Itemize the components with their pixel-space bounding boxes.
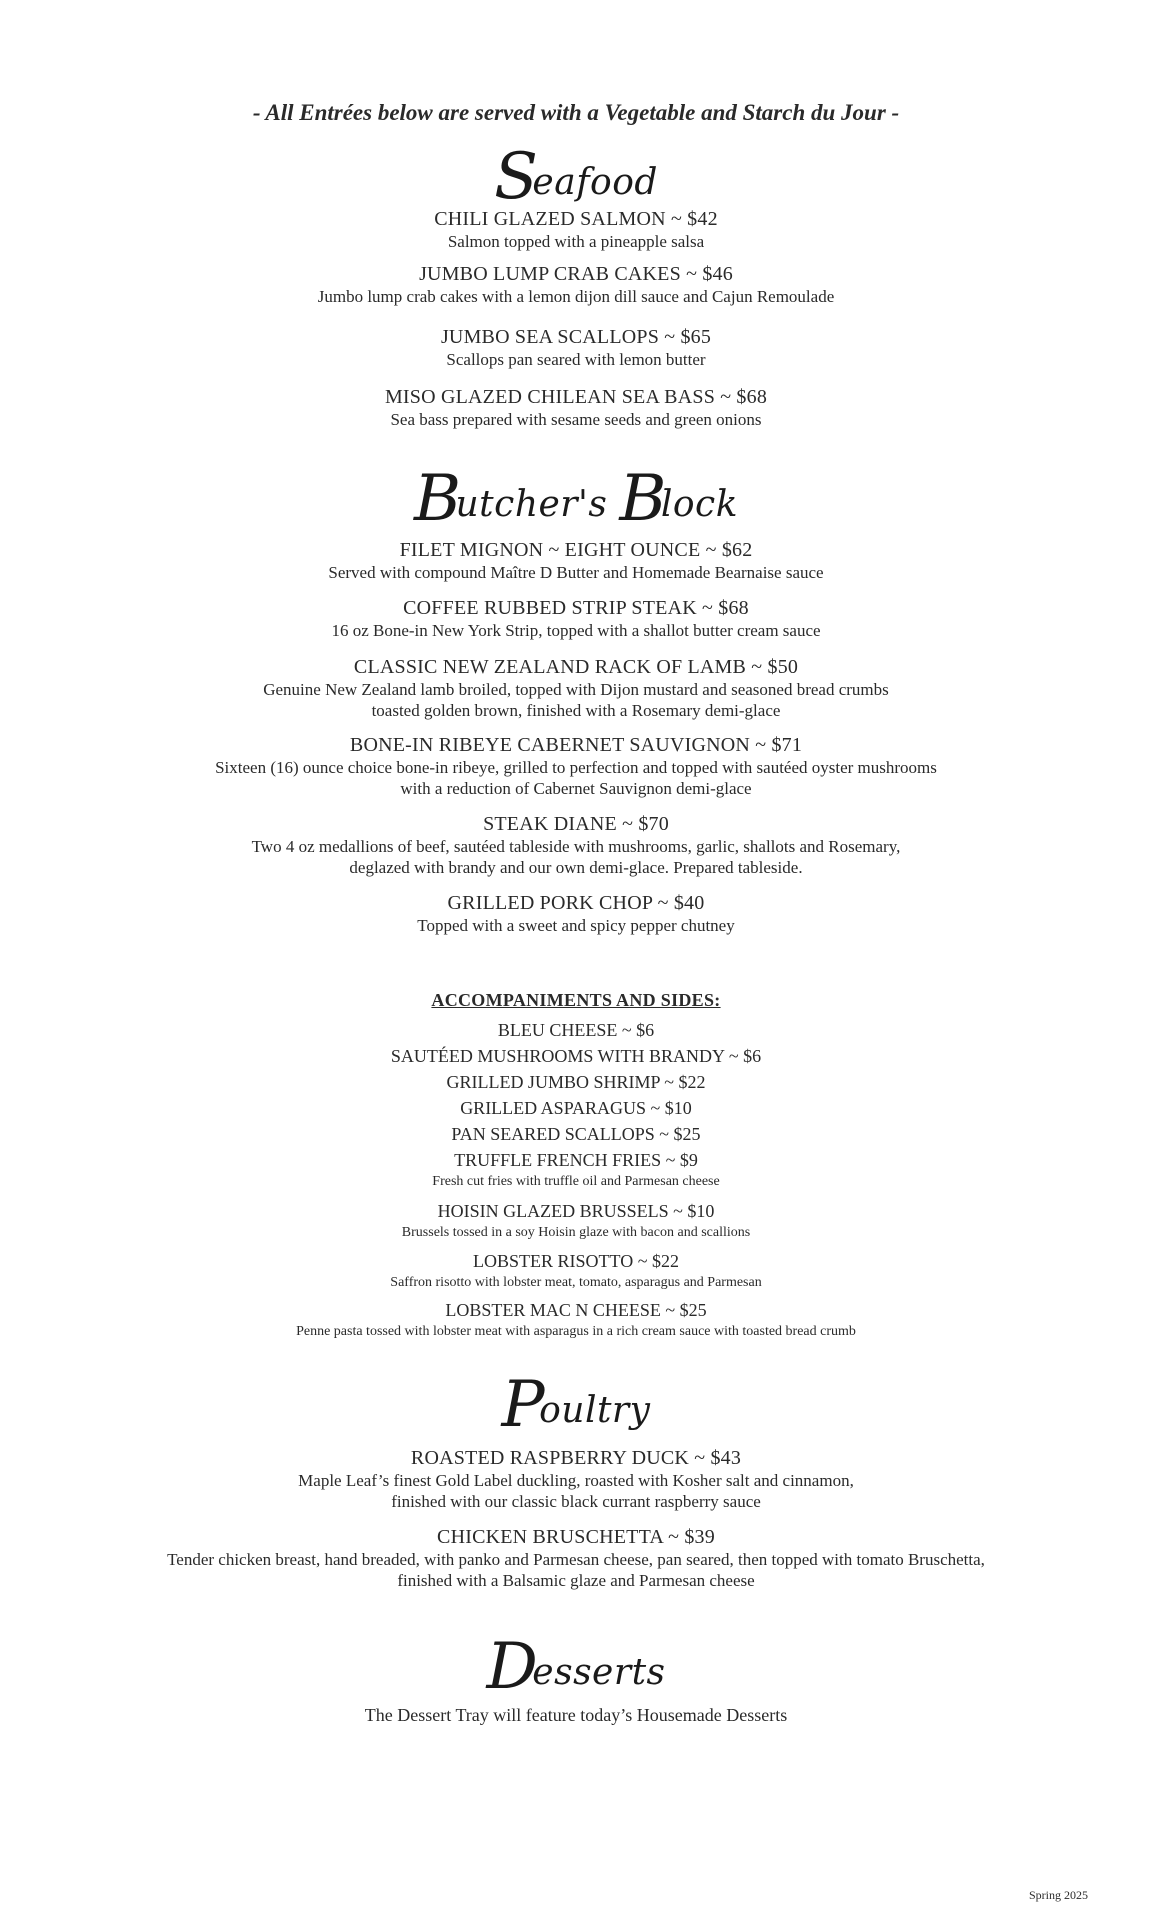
item-desc: Sixteen (16) ounce choice bone-in ribeye, grilled to perfection and topped with sautéed oyster mushrooms bbox=[215, 758, 937, 777]
title-initial: D bbox=[486, 1630, 539, 1704]
title-initial: S bbox=[494, 140, 539, 214]
side-name: TRUFFLE FRENCH FRIES ~ $9 bbox=[454, 1150, 698, 1170]
title-rest: esserts bbox=[532, 1652, 666, 1693]
side-item bbox=[0, 1198, 1152, 1242]
item-name: CLASSIC NEW ZEALAND RACK OF LAMB ~ $50 bbox=[353, 656, 799, 678]
item-name: STEAK DIANE ~ $70 bbox=[483, 813, 669, 835]
intro-note: - All Entrées below are served with a Vegetable and Starch du Jour - bbox=[252, 100, 900, 125]
title-initial: P bbox=[501, 1368, 546, 1442]
item-desc: Served with compound Maître D Butter and Homemade Bearnaise sauce bbox=[328, 563, 824, 582]
sides-header: ACCOMPANIMENTS AND SIDES: bbox=[431, 990, 721, 1010]
side-name: BLEU CHEESE ~ $6 bbox=[497, 1020, 655, 1040]
side-name: GRILLED ASPARAGUS ~ $10 bbox=[460, 1098, 692, 1118]
side-name: HOISIN GLAZED BRUSSELS ~ $10 bbox=[437, 1201, 715, 1221]
section-title-butchers-block bbox=[0, 462, 1152, 536]
menu-item bbox=[0, 733, 1152, 799]
section-title-seafood bbox=[0, 140, 1152, 214]
item-desc: Salmon topped with a pineapple salsa bbox=[447, 232, 705, 251]
item-desc: Sea bass prepared with sesame seeds and green onions bbox=[390, 410, 762, 429]
title-initial: B bbox=[619, 462, 667, 536]
item-desc: finished with our classic black currant raspberry sauce bbox=[391, 1492, 761, 1511]
side-item bbox=[0, 1248, 1152, 1292]
item-desc: with a reduction of Cabernet Sauvignon demi-glace bbox=[400, 779, 752, 798]
side-desc: Fresh cut fries with truffle oil and Parmesan cheese bbox=[432, 1174, 720, 1189]
side-item bbox=[0, 1147, 1152, 1191]
section-title-desserts bbox=[0, 1630, 1152, 1704]
menu-item bbox=[0, 385, 1152, 430]
menu-item bbox=[0, 655, 1152, 721]
item-name: CHILI GLAZED SALMON ~ $42 bbox=[434, 208, 718, 230]
item-name: ROASTED RASPBERRY DUCK ~ $43 bbox=[410, 1447, 742, 1469]
item-name: CHICKEN BRUSCHETTA ~ $39 bbox=[437, 1526, 715, 1548]
item-name: GRILLED PORK CHOP ~ $40 bbox=[447, 892, 705, 914]
item-name: FILET MIGNON ~ EIGHT OUNCE ~ $62 bbox=[399, 539, 753, 561]
item-desc: Topped with a sweet and spicy pepper chutney bbox=[417, 916, 735, 935]
menu-item bbox=[0, 812, 1152, 878]
item-desc: Two 4 oz medallions of beef, sautéed tableside with mushrooms, garlic, shallots and Rosemary, bbox=[251, 837, 901, 856]
side-item bbox=[0, 1121, 1152, 1147]
menu-item bbox=[0, 325, 1152, 370]
item-desc: Tender chicken breast, hand breaded, with panko and Parmesan cheese, pan seared, then topped with tomato Bruschetta, bbox=[167, 1550, 985, 1569]
item-desc: Maple Leaf’s finest Gold Label duckling, roasted with Kosher salt and cinnamon, bbox=[298, 1471, 854, 1490]
menu-item bbox=[0, 262, 1152, 307]
item-name: JUMBO LUMP CRAB CAKES ~ $46 bbox=[419, 263, 733, 285]
item-desc: The Dessert Tray will feature today’s Housemade Desserts bbox=[364, 1705, 788, 1725]
item-desc: finished with a Balsamic glaze and Parmesan cheese bbox=[397, 1571, 755, 1590]
title-initial: B bbox=[413, 462, 462, 536]
side-item bbox=[0, 1095, 1152, 1121]
side-name: GRILLED JUMBO SHRIMP ~ $22 bbox=[446, 1072, 706, 1092]
item-desc: deglazed with brandy and our own demi-glace. Prepared tableside. bbox=[349, 858, 803, 877]
title-rest: oultry bbox=[539, 1390, 651, 1431]
side-name: LOBSTER RISOTTO ~ $22 bbox=[473, 1251, 679, 1271]
item-name: MISO GLAZED CHILEAN SEA BASS ~ $68 bbox=[384, 386, 768, 408]
season-label: Spring 2025 bbox=[1028, 1888, 1088, 1902]
item-desc: Scallops pan seared with lemon butter bbox=[446, 350, 706, 369]
side-name: SAUTÉED MUSHROOMS WITH BRANDY ~ $6 bbox=[390, 1046, 762, 1066]
section-title-poultry bbox=[0, 1368, 1152, 1442]
item-desc: 16 oz Bone-in New York Strip, topped with a shallot butter cream sauce bbox=[331, 621, 821, 640]
menu-item bbox=[0, 891, 1152, 936]
item-desc: Jumbo lump crab cakes with a lemon dijon dill sauce and Cajun Remoulade bbox=[317, 287, 835, 306]
side-desc: Saffron risotto with lobster meat, tomato, asparagus and Parmesan bbox=[390, 1275, 762, 1290]
menu-item bbox=[0, 596, 1152, 641]
menu-item bbox=[0, 1446, 1152, 1512]
side-item bbox=[0, 1017, 1152, 1043]
side-name: PAN SEARED SCALLOPS ~ $25 bbox=[451, 1124, 701, 1144]
sides-section bbox=[0, 990, 1152, 1011]
desserts-note bbox=[0, 1705, 1152, 1726]
side-desc: Brussels tossed in a soy Hoisin glaze with bacon and scallions bbox=[401, 1225, 751, 1240]
side-name: LOBSTER MAC N CHEESE ~ $25 bbox=[445, 1300, 707, 1320]
item-name: BONE-IN RIBEYE CABERNET SAUVIGNON ~ $71 bbox=[349, 734, 803, 756]
title-rest: lock bbox=[660, 484, 739, 525]
side-item bbox=[0, 1043, 1152, 1069]
side-item bbox=[0, 1069, 1152, 1095]
menu-item bbox=[0, 207, 1152, 252]
title-rest: utcher's bbox=[455, 484, 620, 525]
title-rest: eafood bbox=[532, 162, 658, 203]
menu-item bbox=[0, 538, 1152, 583]
item-desc: toasted golden brown, finished with a Rosemary demi-glace bbox=[371, 701, 781, 720]
menu-item bbox=[0, 1525, 1152, 1591]
item-desc: Genuine New Zealand lamb broiled, topped with Dijon mustard and seasoned bread crumbs bbox=[263, 680, 889, 699]
item-name: COFFEE RUBBED STRIP STEAK ~ $68 bbox=[403, 597, 749, 619]
item-name: JUMBO SEA SCALLOPS ~ $65 bbox=[440, 326, 712, 348]
side-desc: Penne pasta tossed with lobster meat with asparagus in a rich cream sauce with toasted bread crumb bbox=[296, 1324, 856, 1339]
side-item bbox=[0, 1297, 1152, 1341]
